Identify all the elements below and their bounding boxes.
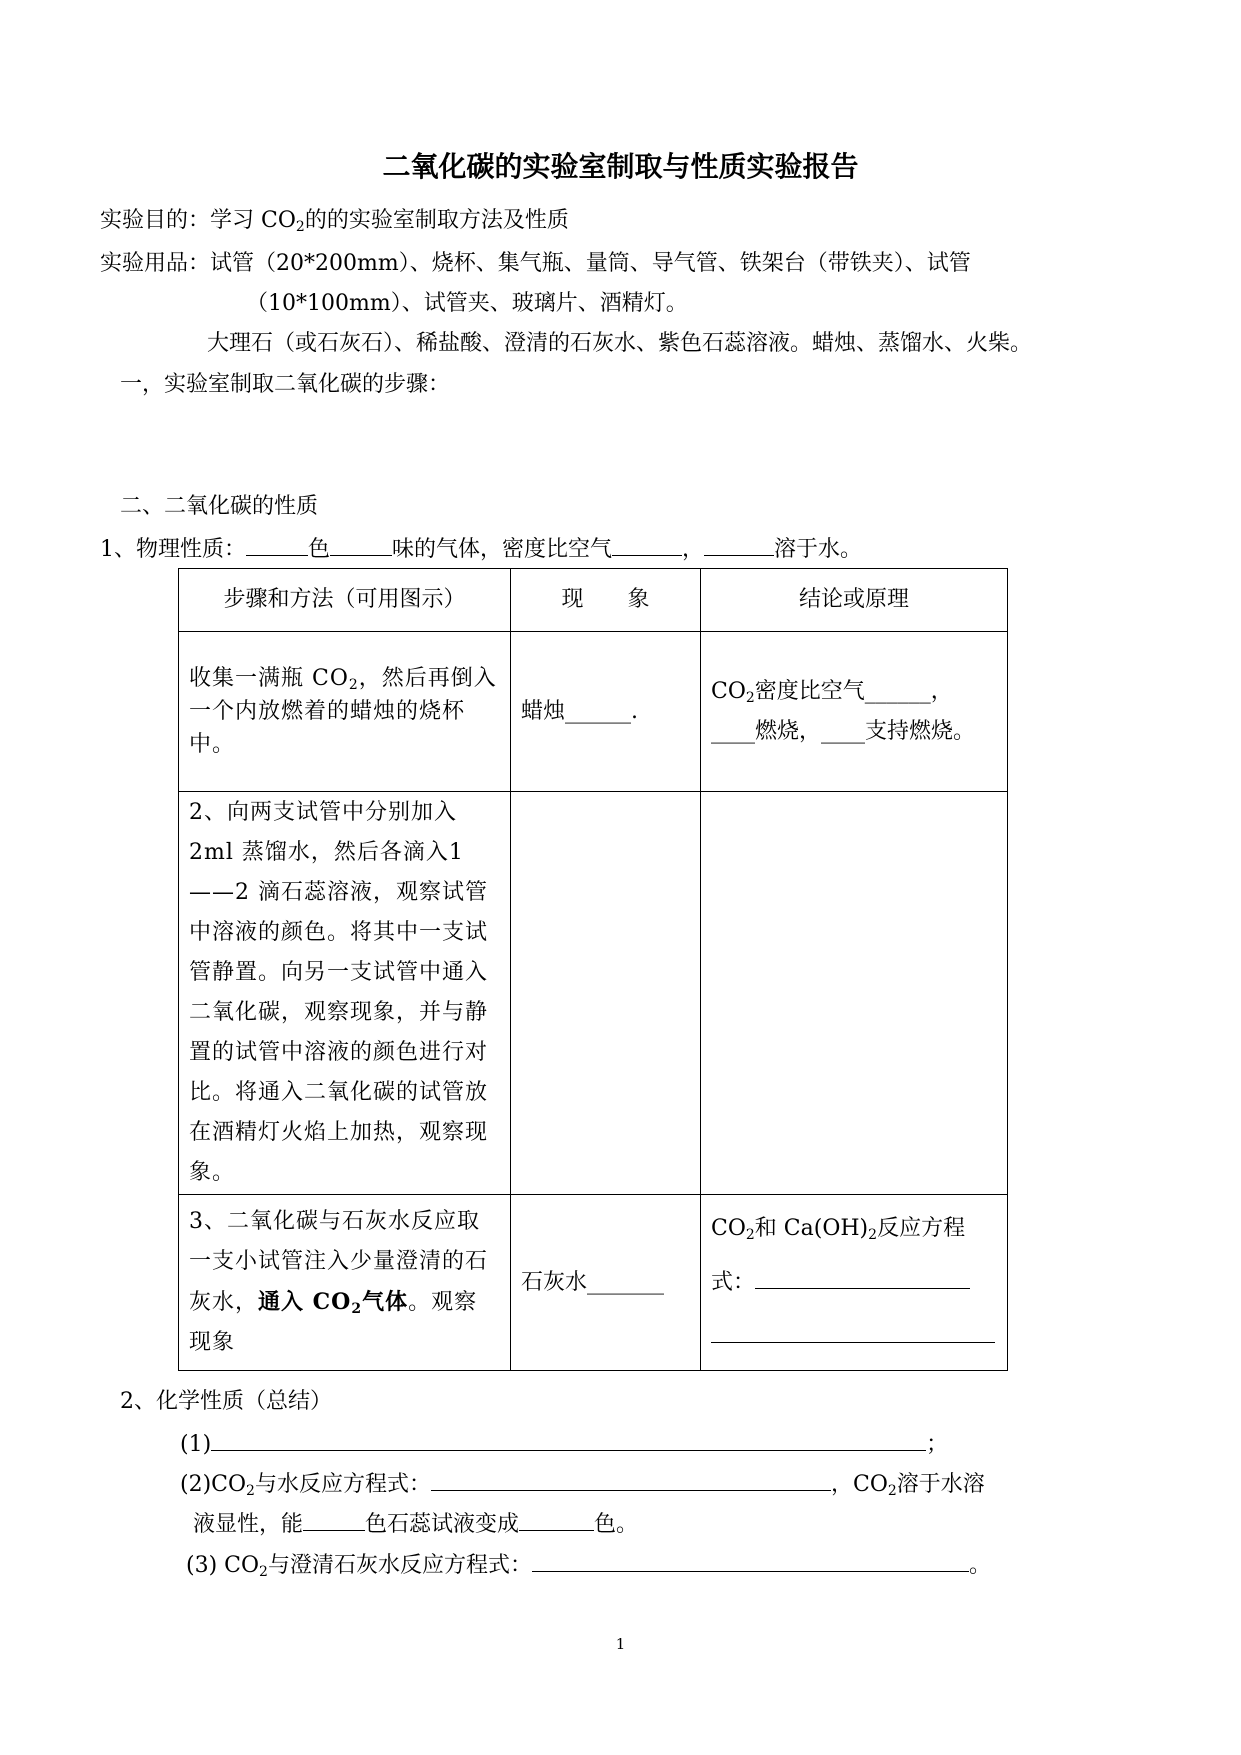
blank-equation[interactable] [755,1270,970,1289]
physical-properties-line: 1、物理性质： 色 味的气体，密度比空气 ， 溶于水。 [100,537,863,562]
purpose-line: 实验目的：学习 $CO_2$的的实验室制取方法及性质 [100,208,569,235]
blank-chem-2[interactable] [431,1472,831,1491]
blank-litmus-color[interactable] [303,1512,365,1531]
row1-observation[interactable]: 蜡烛______. [511,632,701,792]
section-1-heading: 一，实验室制取二氧化碳的步骤： [120,372,451,397]
header-steps: 步骤和方法（可用图示） [179,569,511,632]
equipment-line-2: （10*100mm）、试管夹、玻璃片、酒精灯。 [246,291,688,316]
header-conclusion: 结论或原理 [701,569,1008,632]
table-row [179,632,1008,792]
row1-conclusion[interactable]: $CO_2$密度比空气______， ____燃烧，____支持燃烧。 [701,632,1008,792]
table-row [179,792,1008,1195]
equipment-line-1: 实验用品：试管（20*200mm）、烧杯、集气瓶、量筒、导气管、铁架台（带铁夹）、试管 [100,251,971,276]
blank-chem-1[interactable] [211,1432,926,1451]
chemical-item-2-line-2: 液显性，能 色石蕊试液变成 色。 [193,1512,639,1537]
section-2-heading: 二、二氧化碳的性质 [120,494,319,519]
page-number: 1 [615,1635,626,1653]
row2-conclusion[interactable] [701,792,1008,1195]
table-header-row [179,569,1008,632]
blank-smell[interactable] [330,537,392,556]
blank-solubility[interactable] [704,537,774,556]
blank-equation-line-2[interactable] [711,1324,995,1343]
table-row [179,1195,1008,1371]
row3-conclusion[interactable]: $CO_2$和 $Ca(OH)_2$反应方程式： [701,1195,1008,1371]
blank-chem-3[interactable] [532,1553,969,1572]
experiment-table [178,568,1008,1371]
row2-observation[interactable] [511,792,701,1195]
blank-color[interactable] [246,537,308,556]
equipment-line-3: 大理石（或石灰石）、稀盐酸、澄清的石灰水、紫色石蕊溶液。蜡烛、蒸馏水、火柴。 [207,331,1033,356]
blank-density[interactable] [612,537,682,556]
row3-steps: 3、二氧化碳与石灰水反应取一支小试管注入少量澄清的石灰水，通入 $CO_2$气体。观察现象 [179,1195,511,1371]
chemical-item-1: (1) ； [180,1432,949,1457]
row1-steps: 收集一满瓶 $CO_2$，然后再倒入一个内放燃着的蜡烛的烧杯中。 [179,632,511,792]
row3-observation[interactable]: 石灰水_______ [511,1195,701,1371]
document-title: 二氧化碳的实验室制取与性质实验报告 [382,150,859,183]
chemical-item-3: (3) $CO_2$与澄清石灰水反应方程式： 。 [186,1553,991,1580]
header-phenomenon: 现 象 [511,569,701,632]
blank-result-color[interactable] [519,1512,594,1531]
row2-steps: 2、向两支试管中分别加入2ml 蒸馏水，然后各滴入1——2 滴石蕊溶液，观察试管中溶液的颜色。将其中一支试管静置。向另一支试管中通入二氧化碳，观察现象，并与静置的试管中溶液的颜色进行对比。将通入二氧化碳的试管放在酒精灯火焰上加热，观察现象。 [179,792,511,1195]
chemical-properties-heading: 2、化学性质（总结） [120,1389,332,1414]
chemical-item-2: $(2)CO_2$与水反应方程式： ，$CO_2$溶于水溶 [180,1472,985,1499]
